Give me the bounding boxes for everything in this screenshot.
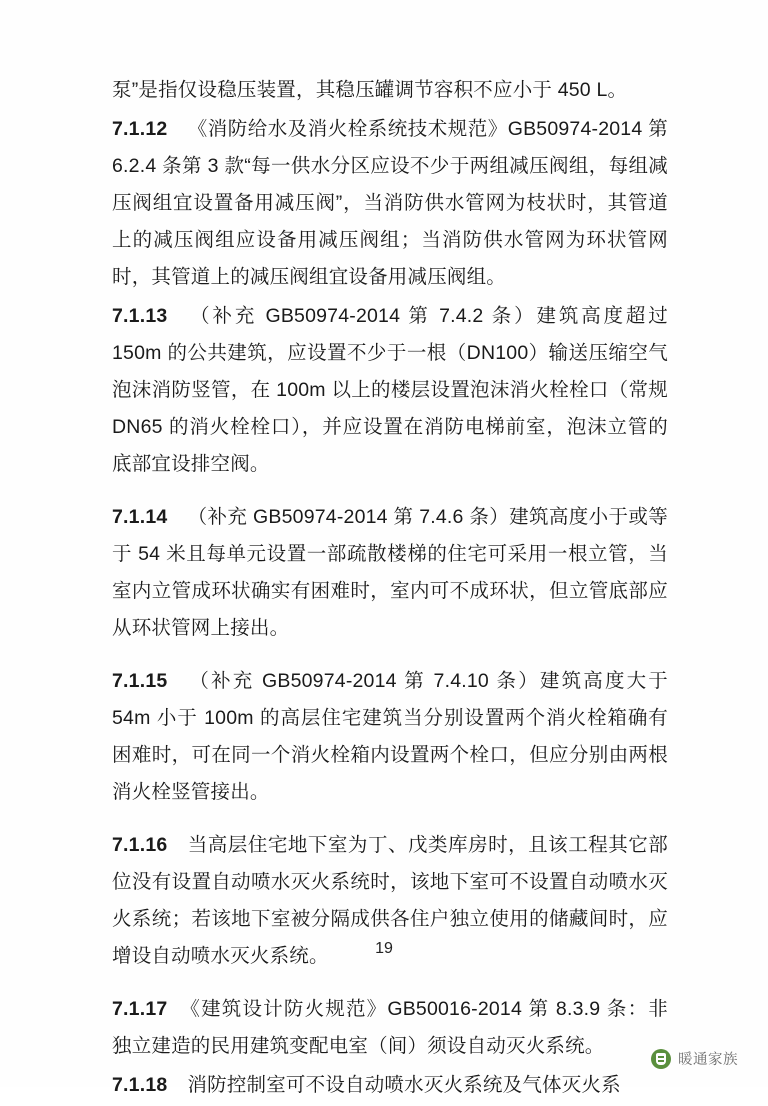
paragraph-text: 泵”是指仅设稳压装置，其稳压罐调节容积不应小于 450 L。 (112, 79, 628, 101)
paragraph-7-1-15 (112, 663, 668, 811)
paragraph-text: 《建筑设计防火规范》GB50016-2014 第 8.3.9 条：非独立建造的民用建筑变配电室（间）须设自动灭火系统。 (112, 998, 668, 1057)
house-logo-icon (651, 1049, 671, 1069)
paragraph-7-1-14 (112, 499, 668, 647)
clause-number: 7.1.13 (112, 305, 168, 327)
paragraph-7-1-18 (112, 1067, 668, 1104)
paragraph-text: 当高层住宅地下室为丁、戊类库房时，且该工程其它部位没有设置自动喷水灭火系统时，该地下室可不设置自动喷水灭火系统；若该地下室被分隔成供各住户独立使用的储藏间时，应增设自动喷水灭火系统。 (112, 834, 668, 967)
clause-number: 7.1.12 (112, 118, 168, 140)
footer-brand (651, 1048, 738, 1069)
paragraph-7-1-13 (112, 298, 668, 483)
page-number: 19 (375, 940, 393, 957)
clause-number: 7.1.14 (112, 506, 168, 528)
paragraph-continuation (112, 72, 668, 109)
paragraph-text: 《消防给水及消火栓系统技术规范》GB50974-2014 第 6.2.4 条第 3 款“每一供水分区应设不少于两组减压阀组，每组减压阀组宜设置备用减压阀”，当消防供水管网为枝状时，其管道上的减压阀组应设备用减压阀组；当消防供水管网为环状管网时，其管道上的减压阀组宜设备用减压阀组。 (112, 118, 668, 288)
brand-name: 暖通家族 (678, 1052, 738, 1068)
paragraph-7-1-12 (112, 111, 668, 296)
paragraph-text: （补充 GB50974-2014 第 7.4.2 条）建筑高度超过 150m 的公共建筑，应设置不少于一根（DN100）输送压缩空气泡沫消防竖管，在 100m 以上的楼层设置泡沫消火栓栓口（常规 DN65 的消火栓栓口），并应设置在消防电梯前室，泡沫立管的底部宜设排空阀。 (112, 305, 668, 475)
clause-number: 7.1.18 (112, 1074, 168, 1096)
clause-number: 7.1.17 (112, 998, 168, 1020)
clause-number: 7.1.16 (112, 834, 168, 856)
paragraph-text: （补充 GB50974-2014 第 7.4.6 条）建筑高度小于或等于 54 米且每单元设置一部疏散楼梯的住宅可采用一根立管，当室内立管成环状确实有困难时，室内可不成环状，但立管底部应从环状管网上接出。 (112, 506, 668, 639)
paragraph-text: 消防控制室可不设自动喷水灭火系统及气体灭火系 (187, 1074, 621, 1096)
paragraph-text: （补充 GB50974-2014 第 7.4.10 条）建筑高度大于 54m 小于 100m 的高层住宅建筑当分别设置两个消火栓箱确有困难时，可在同一个消火栓箱内设置两个栓口，但应分别由两根消火栓竖管接出。 (112, 670, 668, 803)
clause-number: 7.1.15 (112, 670, 168, 692)
paragraph-7-1-17 (112, 991, 668, 1065)
